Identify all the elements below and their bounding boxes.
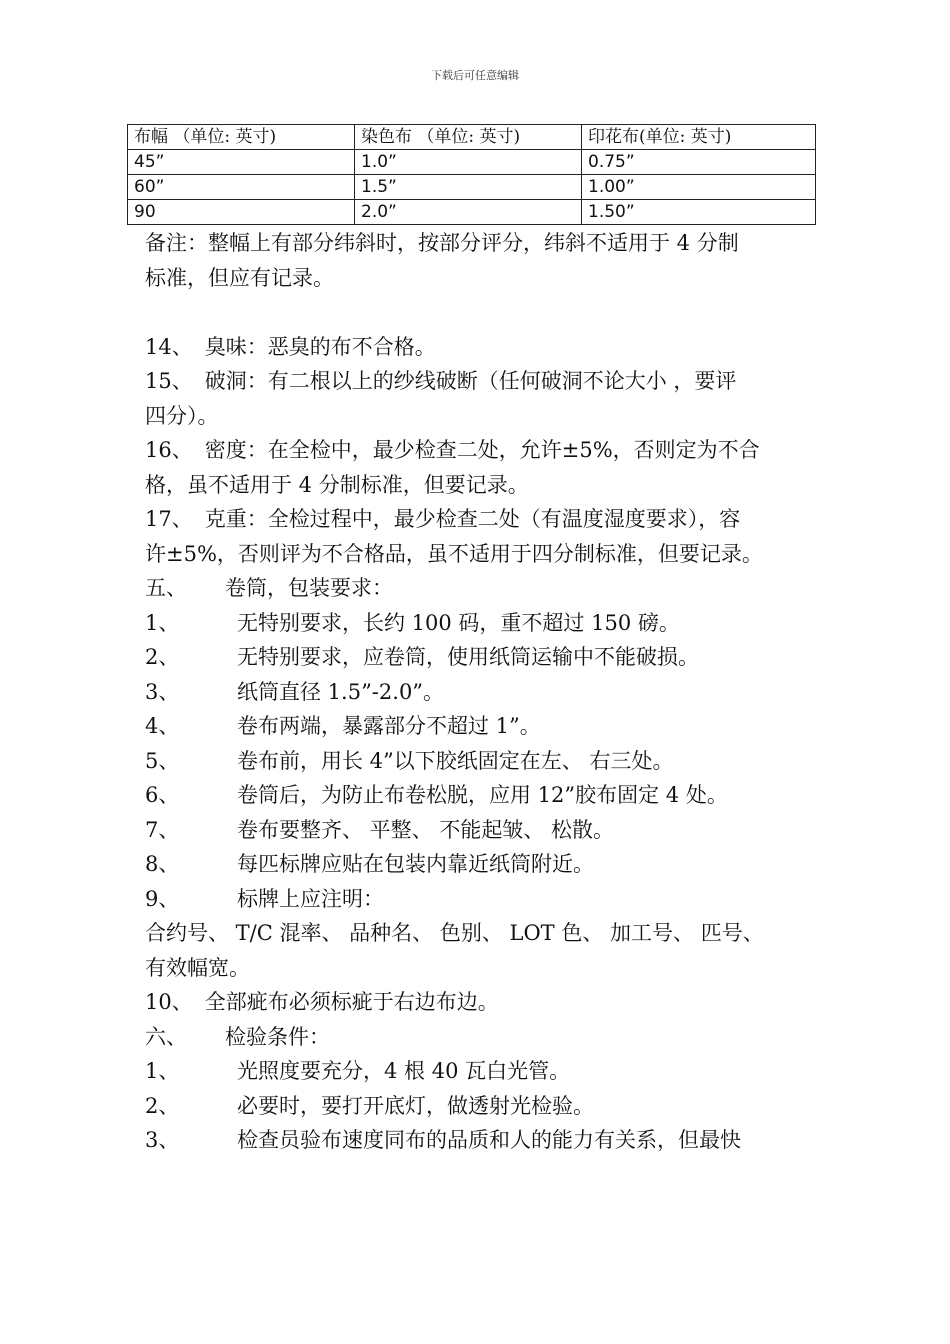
item-17-continuation: 许±5%，否则评为不合格品，虽不适用于四分制标准，但要记录。 [145, 541, 763, 566]
list-item [145, 847, 825, 882]
item-10 [145, 985, 825, 1020]
item-number: 3、 [145, 1128, 180, 1152]
table-row [128, 150, 816, 175]
item-number: 7、 [145, 817, 180, 842]
item-text: 检查员验布速度同布的品质和人的能力有关系，但最快 [237, 1128, 741, 1152]
item-text: 卷布要整齐、 平整、 不能起皱、 松散。 [237, 817, 615, 842]
item-text: 无特别要求，长约 100 码，重不超过 150 磅。 [237, 610, 680, 635]
item-text: 必要时，要打开底灯，做透射光检验。 [237, 1093, 594, 1118]
item-number: 6、 [145, 783, 180, 807]
section-title: 检验条件： [225, 1024, 330, 1049]
list-item [145, 882, 825, 917]
item-15 [145, 364, 825, 399]
list-item [145, 1054, 825, 1089]
section-title: 卷筒，包装要求： [225, 576, 393, 600]
table-cell: 45” [128, 150, 355, 175]
item-15-continuation: 四分）。 [145, 403, 219, 428]
item-number: 9、 [145, 886, 180, 911]
table-cell: 1.50” [582, 200, 816, 225]
label-fields-line: 有效幅宽。 [145, 955, 250, 980]
item-17 [145, 502, 825, 537]
item-text: 臭味：恶臭的布不合格。 [204, 334, 436, 359]
item-number: 4、 [145, 714, 180, 738]
table-row [128, 175, 816, 200]
item-number: 8、 [145, 852, 180, 876]
item-text: 纸筒直径 1.5”-2.0”。 [237, 679, 445, 704]
item-number: 5、 [145, 748, 180, 773]
item-14 [145, 330, 825, 365]
item-16 [145, 433, 825, 468]
item-number: 3、 [145, 679, 180, 704]
list-item [145, 640, 825, 675]
table-cell: 2.0” [355, 200, 582, 225]
note-line: 标准，但应有记录。 [145, 265, 334, 290]
item-number: 2、 [145, 645, 180, 669]
page-header: 下载后可任意编辑 [431, 69, 519, 82]
table-header-cell: 布幅 （单位: 英寸) [128, 125, 355, 150]
section-5-heading [145, 571, 825, 606]
item-16-continuation: 格，虽不适用于 4 分制标准，但要记录。 [145, 472, 529, 497]
list-item [145, 813, 825, 848]
item-number: 16、 [145, 438, 193, 462]
list-item [145, 675, 825, 710]
section-6-heading [145, 1020, 825, 1055]
width-tolerance-table [127, 124, 816, 225]
list-item [145, 778, 825, 813]
section-number: 六、 [145, 1024, 187, 1049]
item-number: 10、 [145, 990, 193, 1014]
item-number: 14、 [145, 334, 193, 359]
label-fields-line: 合约号、 T/C 混率、 品种名、 色别、 LOT 色、 加工号、 匹号、 [145, 921, 764, 945]
item-text: 破洞：有二根以上的纱线破断（任何破洞不论大小 ，要评 [204, 369, 737, 393]
item-text: 卷布前，用长 4”以下胶纸固定在左、 右三处。 [237, 748, 674, 773]
table-cell: 0.75” [582, 150, 816, 175]
item-text: 光照度要充分，4 根 40 瓦白光管。 [237, 1059, 571, 1083]
item-number: 17、 [145, 507, 193, 531]
blank-line [145, 295, 825, 330]
item-text: 卷布两端，暴露部分不超过 1”。 [237, 714, 541, 738]
table-cell: 1.0” [355, 150, 582, 175]
table-cell: 1.5” [355, 175, 582, 200]
table-cell: 60” [128, 175, 355, 200]
table-header-row [128, 125, 816, 150]
table-cell: 1.00” [582, 175, 816, 200]
table-row [128, 200, 816, 225]
item-number: 1、 [145, 1059, 180, 1083]
item-text: 每匹标牌应贴在包装内靠近纸筒附近。 [237, 852, 594, 876]
list-item [145, 1089, 825, 1124]
item-text: 克重：全检过程中，最少检查二处（有温度湿度要求），容 [204, 507, 741, 531]
item-number: 15、 [145, 369, 193, 393]
table-cell: 90 [128, 200, 355, 225]
item-text: 密度：在全检中，最少检查二处，允许±5%，否则定为不合 [204, 438, 760, 462]
item-text: 全部疵布必须标疵于右边布边。 [204, 990, 499, 1014]
section-number: 五、 [145, 576, 187, 600]
item-text: 标牌上应注明： [237, 886, 384, 911]
document-body [145, 226, 825, 1158]
note-line: 备注：整幅上有部分纬斜时，按部分评分，纬斜不适用于 4 分制 [145, 231, 739, 255]
list-item [145, 1123, 825, 1158]
item-number: 2、 [145, 1093, 180, 1118]
table-header-cell: 染色布 （单位: 英寸) [355, 125, 582, 150]
item-number: 1、 [145, 610, 180, 635]
list-item [145, 744, 825, 779]
item-text: 卷筒后，为防止布卷松脱，应用 12”胶布固定 4 处。 [237, 783, 728, 807]
list-item [145, 606, 825, 641]
list-item [145, 709, 825, 744]
item-text: 无特别要求，应卷筒，使用纸筒运输中不能破损。 [237, 645, 699, 669]
table-header-cell: 印花布(单位: 英寸) [582, 125, 816, 150]
